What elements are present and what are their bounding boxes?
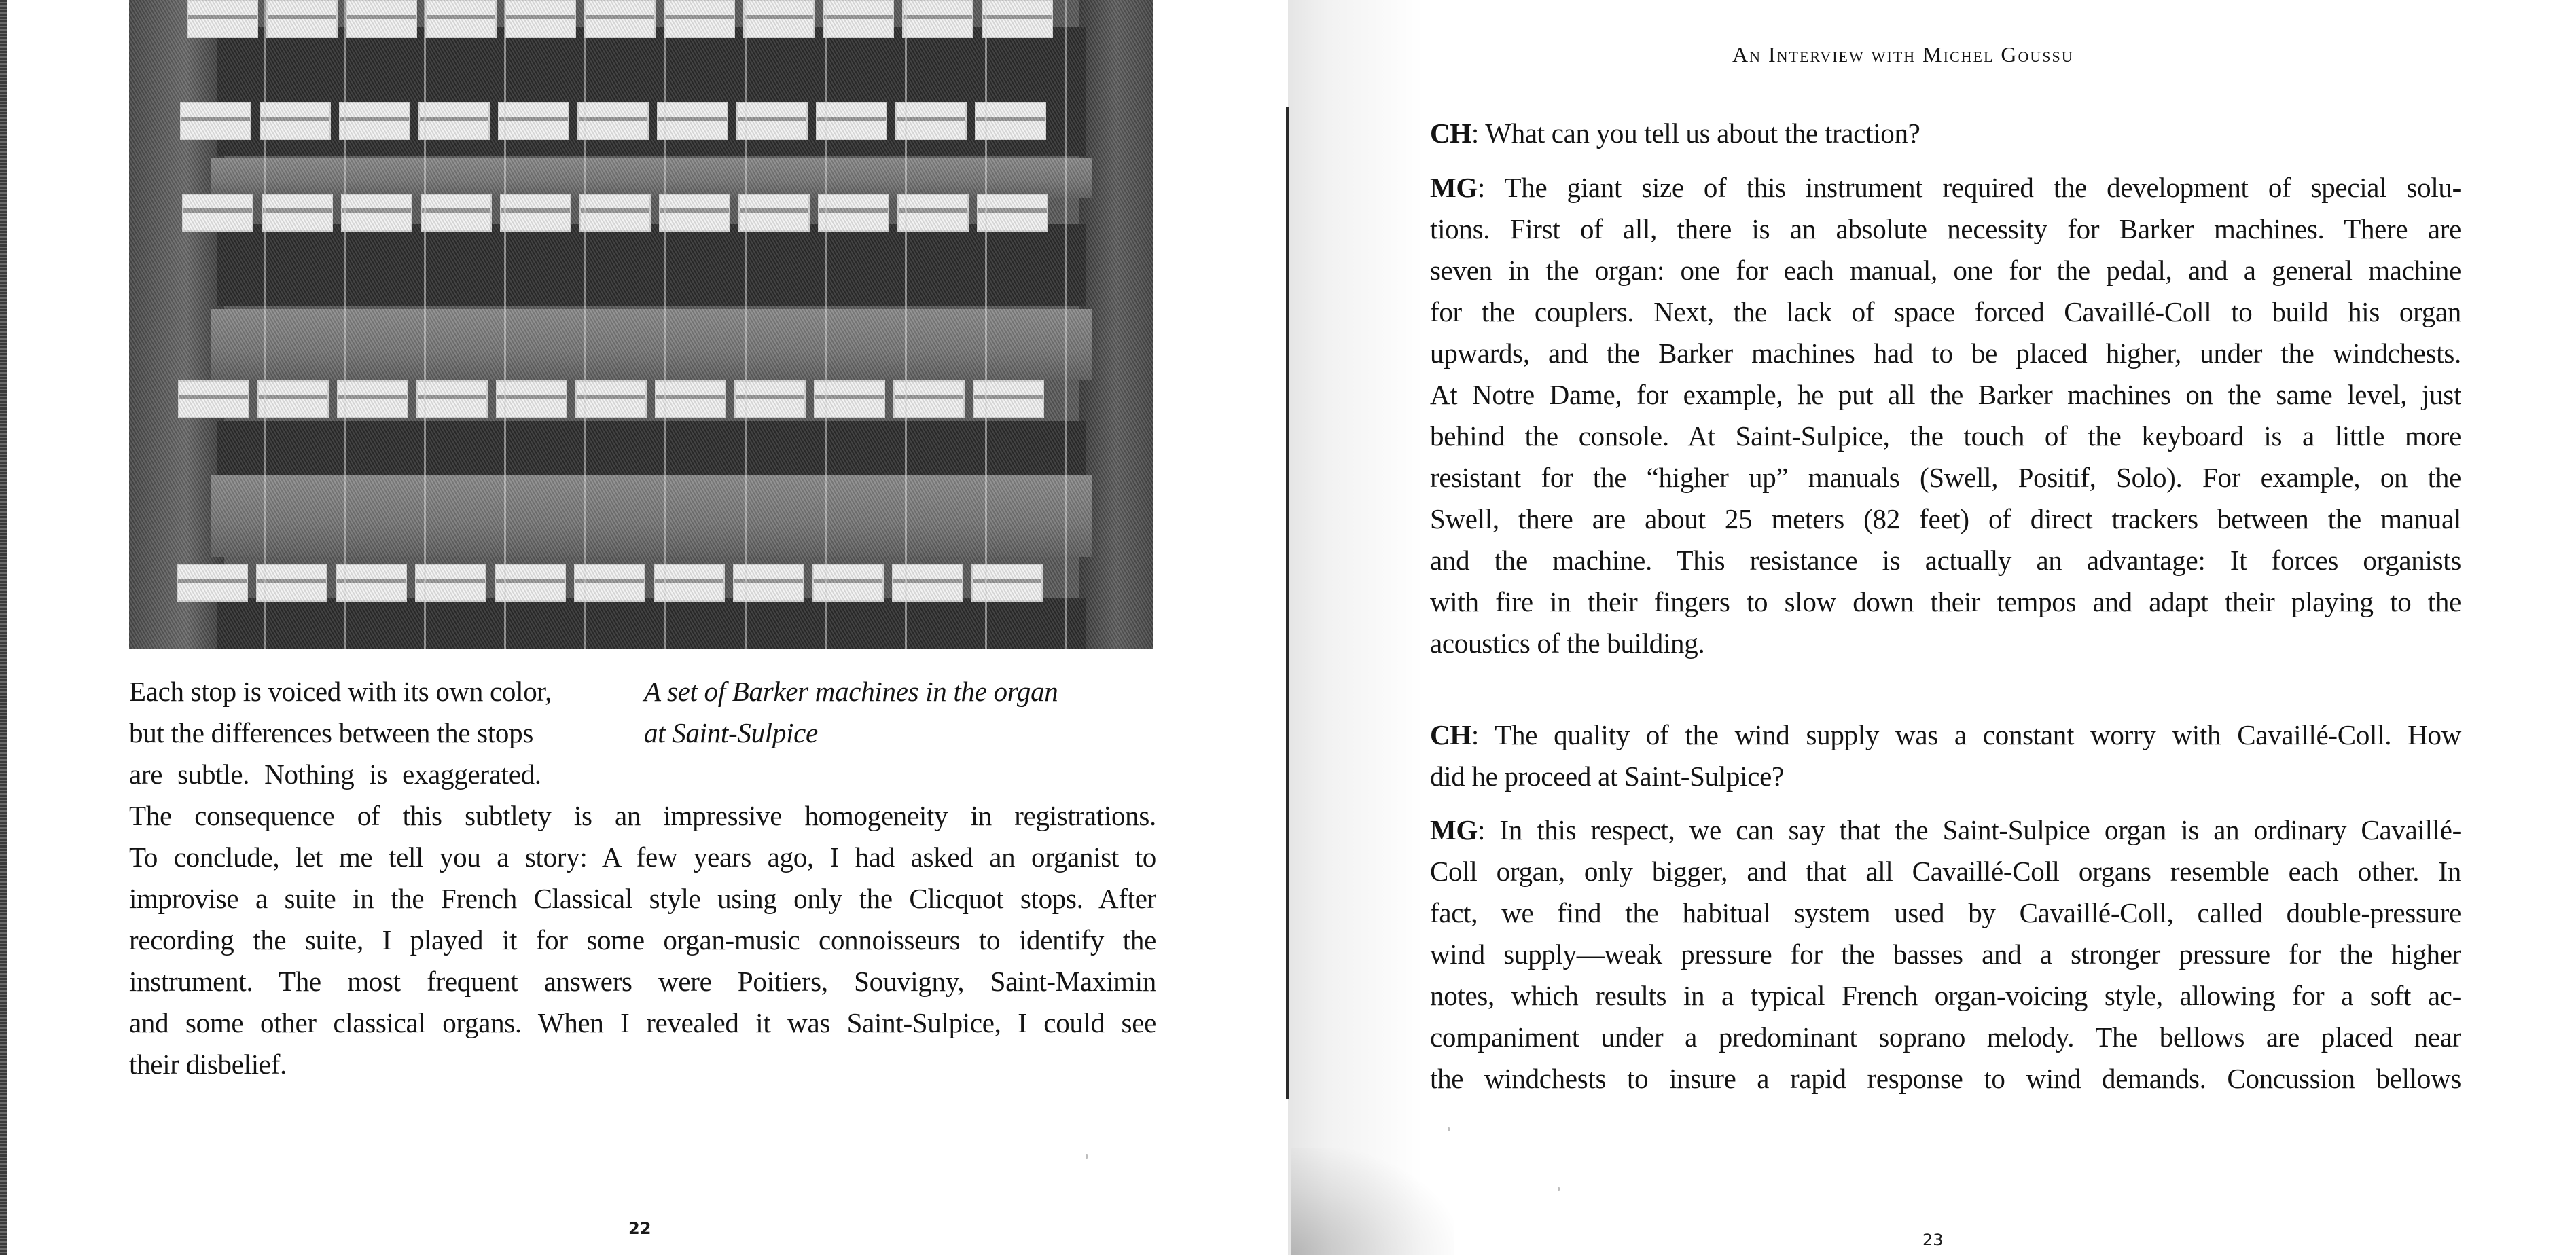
- speaker-label: MG: [1430, 172, 1478, 203]
- text-line: At Notre Dame, for example, he put all the Barker machines on the same level, just: [1430, 379, 2461, 410]
- text-line: companiment under a predominant soprano melody. The bellows are placed near: [1430, 1021, 2461, 1053]
- text-line: CH: The quality of the wind supply was a constant worry with Cavaillé-Coll. How: [1430, 719, 2461, 750]
- intro-text: [129, 671, 618, 795]
- text-line: their disbelief.: [129, 1049, 287, 1080]
- qa-block-question: [1430, 714, 2461, 797]
- qa-block-answer: [1430, 167, 2461, 664]
- text-line: seven in the organ: one for each manual, one for the pedal, and a general machine: [1430, 255, 2461, 286]
- photo-trackers: [224, 0, 1079, 649]
- speaker-label: CH: [1430, 117, 1471, 149]
- text-line: resistant for the “higher up” manuals (Swell, Positif, Solo). For example, on the: [1430, 462, 2461, 493]
- left-body-text: [129, 795, 1156, 1085]
- text-line: recording the suite, I played it for some organ-music connoisseurs to identify the: [129, 924, 1156, 956]
- text-line: for the couplers. Next, the lack of space forced Cavaillé-Coll to build his organ: [1430, 296, 2461, 327]
- photo-frame-post-left: [129, 0, 224, 649]
- scan-speck: [1558, 1187, 1560, 1191]
- qa-block-answer: [1430, 810, 2461, 1099]
- text-line: instrument. The most frequent answers were Poitiers, Souvigny, Saint-Maximin: [129, 966, 1156, 997]
- text-line: fact, we find the habitual system used by Cavaillé-Coll, called double-pressure: [1430, 897, 2461, 928]
- text-line: and some other classical organs. When I revealed it was Saint-Sulpice, I could see: [129, 1007, 1156, 1038]
- text-line: the windchests to insure a rapid response to wind demands. Concussion bellows: [1430, 1063, 2461, 1094]
- text-line: Coll organ, only bigger, and that all Cavaillé-Coll organs resemble each other. In: [1430, 856, 2461, 887]
- page-number: 23: [1922, 1231, 1944, 1250]
- text-line: improvise a suite in the French Classical style using only the Clicquot stops. After: [129, 883, 1156, 914]
- text-line: and the machine. This resistance is actually an advantage: It forces organists: [1430, 545, 2461, 576]
- text-line: To conclude, let me tell you a story: A few years ago, I had asked an organist to: [129, 841, 1156, 873]
- text-line: Each stop is voiced with its own color,: [129, 676, 552, 707]
- text-line: but the differences between the stops: [129, 717, 533, 748]
- speaker-label: MG: [1430, 814, 1478, 845]
- text-line: notes, which results in a typical French organ-voicing style, allowing for a soft ac-: [1430, 980, 2461, 1011]
- text-line: CH: What can you tell us about the traction?: [1430, 117, 1920, 149]
- qa-block-question: [1430, 113, 2461, 154]
- text-line: acoustics of the building.: [1430, 628, 1705, 659]
- barker-machines-photo: [129, 0, 1153, 649]
- caption-line: at Saint-Sulpice: [644, 717, 818, 748]
- scan-speck: [1448, 1127, 1450, 1131]
- text-line: with fire in their fingers to slow down their tempos and adapt their playing to the: [1430, 586, 2461, 617]
- text-line: The consequence of this subtlety is an impressive homogeneity in registrations.: [129, 800, 1156, 831]
- text-line: did he proceed at Saint-Sulpice?: [1430, 761, 1784, 792]
- text-line: upwards, and the Barker machines had to be placed higher, under the windchests.: [1430, 338, 2461, 369]
- text-line: wind supply—weak pressure for the basses and a stronger pressure for the higher: [1430, 939, 2461, 970]
- photo-caption: [644, 671, 1133, 754]
- speaker-label: CH: [1430, 719, 1471, 750]
- caption-line: A set of Barker machines in the organ: [644, 676, 1058, 707]
- running-head: An Interview with Michel Goussu: [1732, 42, 2074, 67]
- text-line: behind the console. At Saint-Sulpice, the touch of the keyboard is a little more: [1430, 420, 2461, 452]
- scan-speck: [1086, 1154, 1088, 1159]
- page-number: 22: [628, 1219, 651, 1238]
- text-line: are subtle. Nothing is exaggerated.: [129, 759, 541, 790]
- text-line: tions. First of all, there is an absolute necessity for Barker machines. There are: [1430, 213, 2461, 244]
- text-line: MG: In this respect, we can say that the Saint-Sulpice organ is an ordinary Cavaillé-: [1430, 814, 2461, 845]
- text-line: Swell, there are about 25 meters (82 feet) of direct trackers between the manual: [1430, 503, 2461, 534]
- text-line: MG: The giant size of this instrument required the development of special solu-: [1430, 172, 2461, 203]
